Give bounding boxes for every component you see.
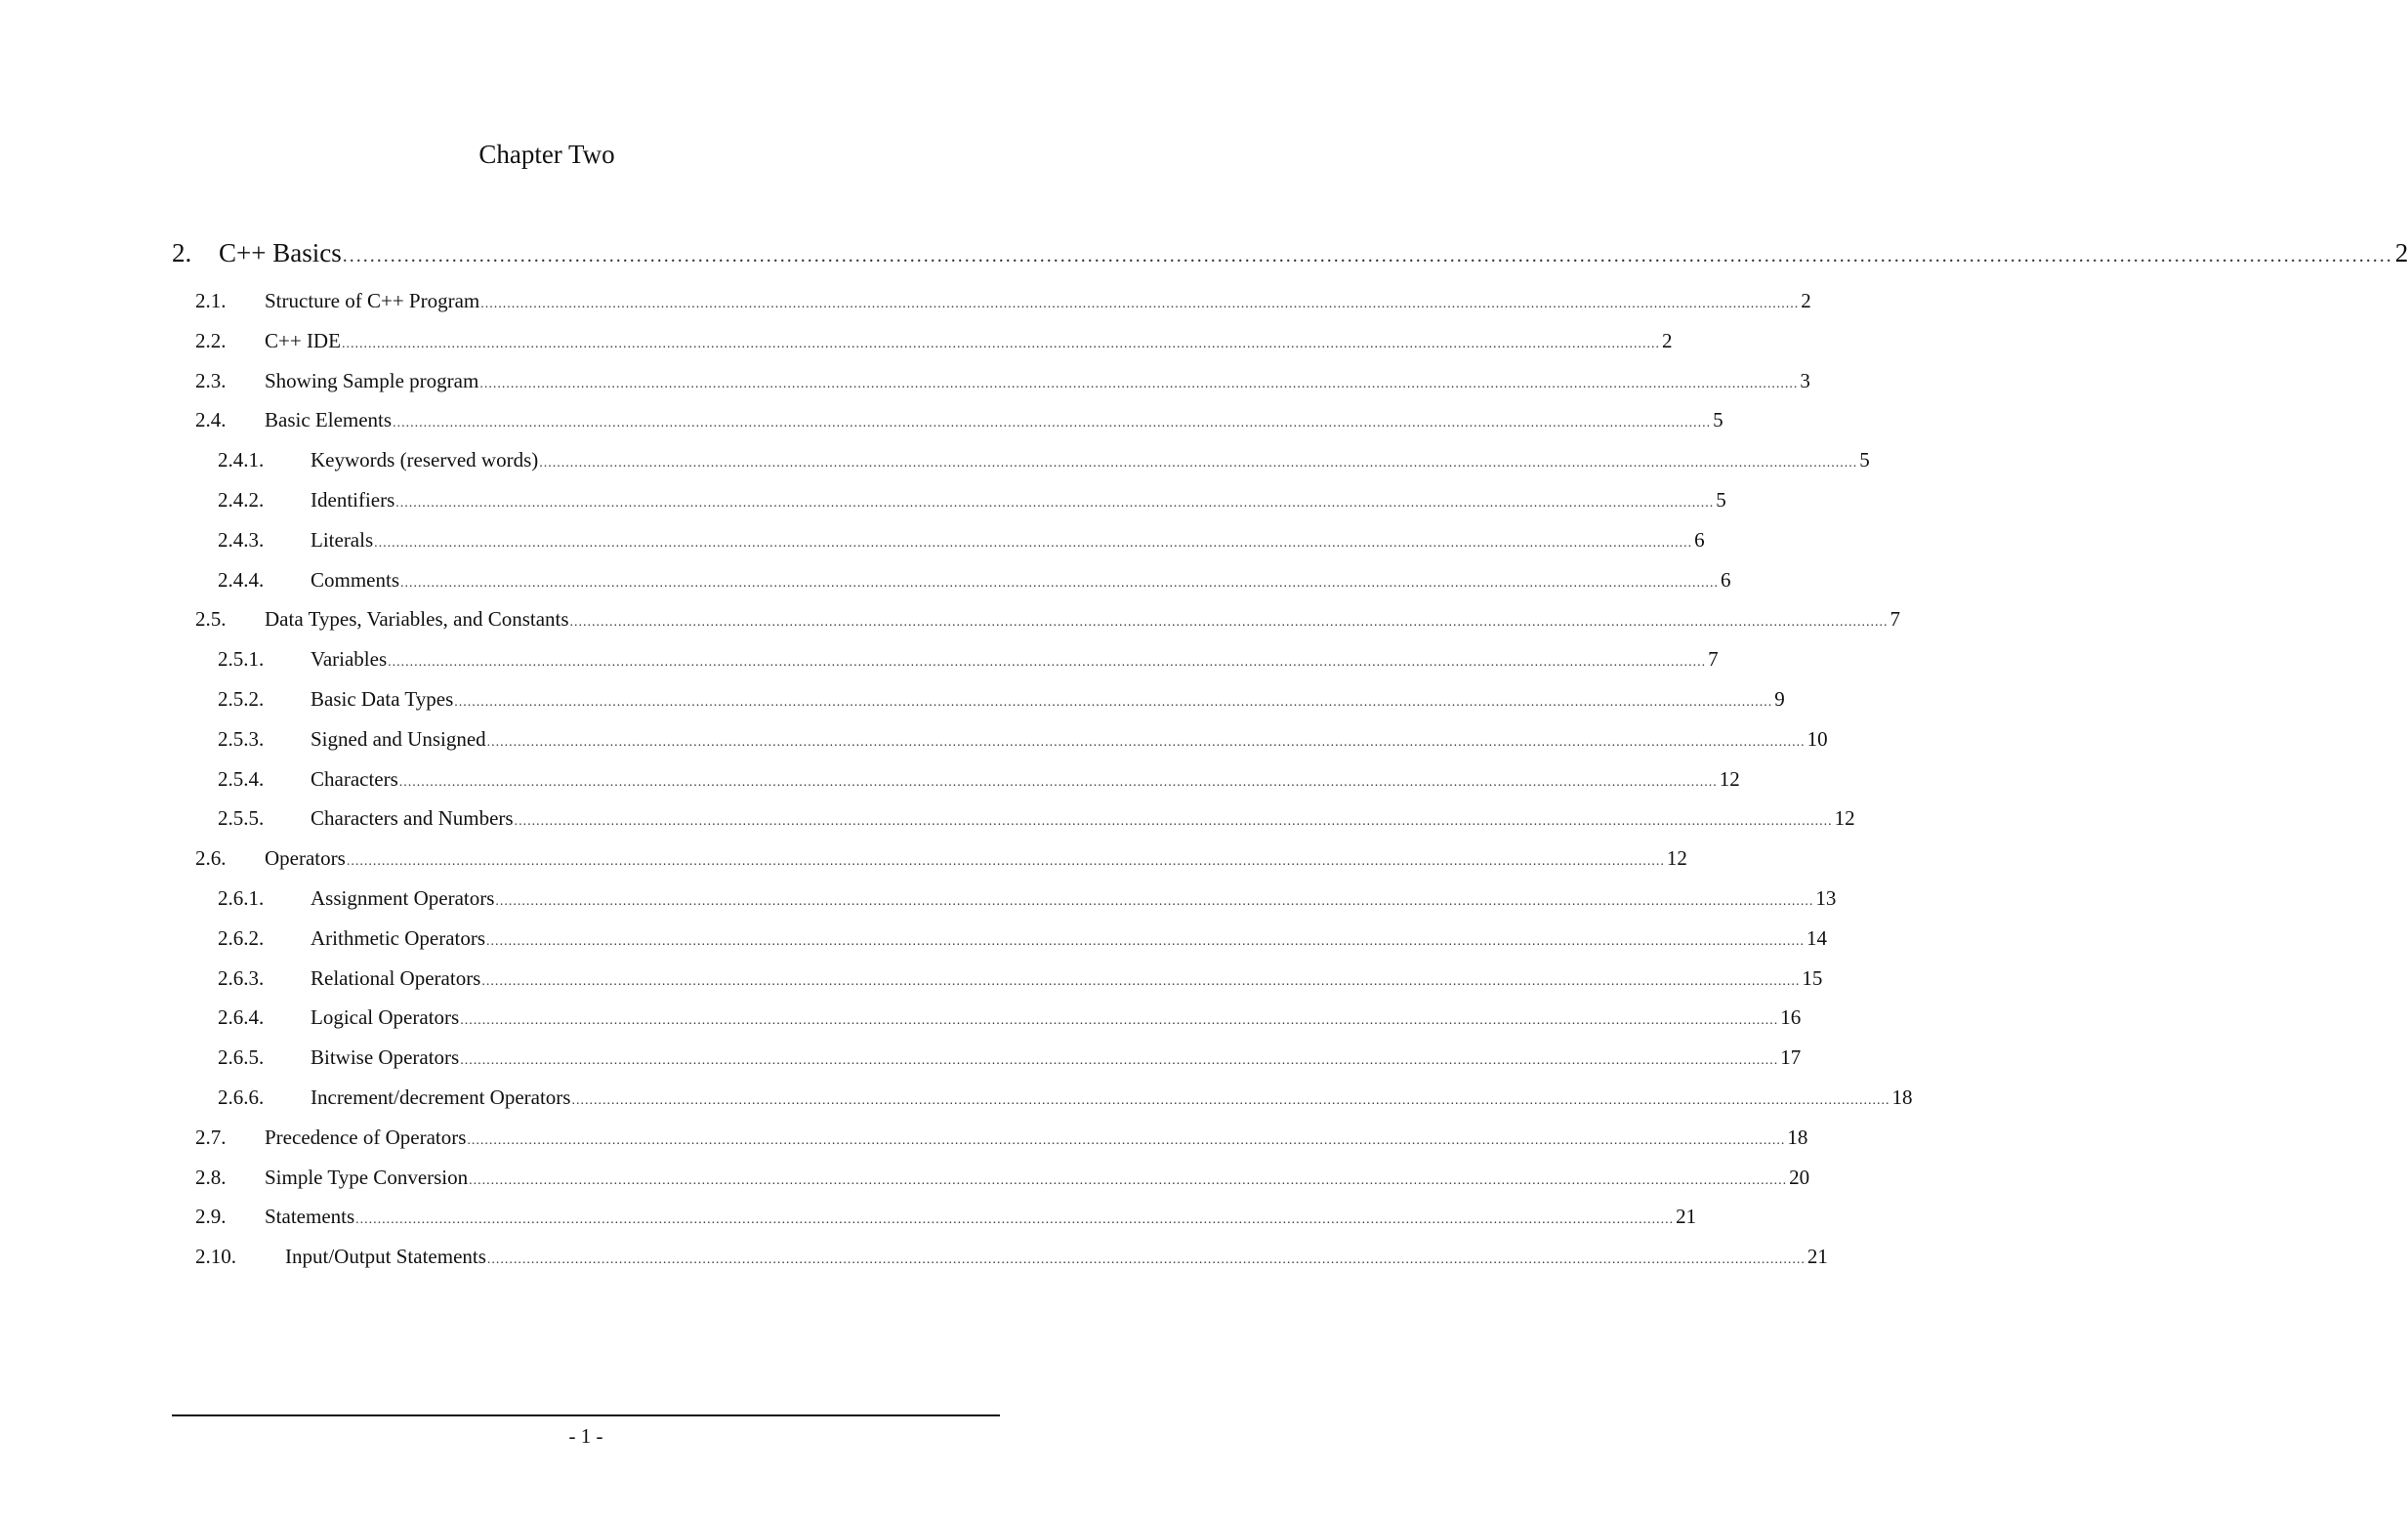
toc-entry[interactable] [218, 725, 1828, 757]
toc-entry[interactable] [218, 804, 1855, 836]
toc-dot-leader: ............................................................................................................................................................................................................................................................................................................ [395, 496, 1715, 511]
toc-dot-leader: ............................................................................................................................................................................................................................................................................................................ [460, 1053, 1779, 1069]
toc-entry-number: 2.5.2. [218, 687, 265, 711]
toc-entry-label: Comments [311, 567, 400, 592]
toc-dot-leader: ............................................................................................................................................................................................................................................................................................................ [374, 535, 1693, 551]
toc-entry-number: 2.5.3. [218, 726, 265, 751]
toc-dot-leader: ............................................................................................................................................................................................................................................................................................................ [571, 1093, 1890, 1108]
toc-dot-leader: ............................................................................................................................................................................................................................................................................................................ [486, 734, 1806, 750]
toc-entry[interactable] [195, 287, 1811, 318]
toc-entry-number: 2.10. [195, 1245, 236, 1269]
toc-entry[interactable] [218, 486, 1726, 517]
toc-entry-label: Increment/decrement Operators [311, 1086, 571, 1109]
toc-dot-leader: ............................................................................................................................................................................................................................................................................................................ [393, 416, 1712, 431]
toc-entry[interactable] [195, 605, 1901, 636]
toc-entry-label: Assignment Operators [311, 886, 495, 910]
toc-dot-leader: ............................................................................................................................................................................................................................................................................................................ [460, 1013, 1779, 1029]
toc-entry-label: Statements [265, 1205, 355, 1229]
toc-entry-page: 12 [1719, 766, 1740, 791]
toc-entry-number: 2.4. [195, 408, 227, 432]
toc-entry-page: 2 [1801, 289, 1811, 312]
toc-entry-label: C++ Basics [219, 238, 342, 267]
toc-entry-page: 18 [1891, 1086, 1913, 1109]
toc-entry-label: Showing Sample program [265, 368, 479, 392]
toc-entry-label: Basic Data Types [311, 687, 454, 711]
footer-divider [172, 1414, 1000, 1416]
toc-entry-label: Operators [265, 846, 346, 871]
toc-entry-page: 10 [1806, 726, 1828, 751]
toc-dot-leader: ............................................................................................................................................................................................................................................................................................................ [346, 854, 1665, 870]
toc-entry-label: Structure of C++ Program [265, 289, 480, 312]
toc-entry-number: 2.4.4. [218, 567, 265, 592]
toc-entry-label: Identifiers [311, 488, 395, 512]
toc-entry[interactable] [195, 1124, 1808, 1155]
toc-entry-label: Variables [311, 647, 388, 672]
toc-entry-page: 18 [1787, 1125, 1808, 1149]
toc-entry-page: 3 [1800, 368, 1810, 392]
toc-entry-label: Keywords (reserved words) [311, 448, 539, 472]
toc-entry-page: 2 [1661, 328, 1673, 352]
page-number: - 1 - [568, 1424, 603, 1448]
toc-entry-label: Basic Elements [265, 408, 393, 432]
toc-entry-page: 14 [1806, 925, 1828, 950]
toc-entry[interactable] [218, 446, 1870, 477]
toc-entry-number: 2.5.4. [218, 766, 265, 791]
toc-entry-page: 20 [1789, 1165, 1810, 1189]
toc-entry[interactable] [218, 765, 1740, 797]
toc-entry-page: 6 [1721, 567, 1731, 592]
toc-dot-leader: ............................................................................................................................................................................................................................................................................................................ [479, 376, 1799, 391]
toc-entry-label: Bitwise Operators [311, 1045, 460, 1070]
toc-entry[interactable] [218, 964, 1823, 996]
toc-dot-leader: ............................................................................................................................................................................................................................................................................................................ [454, 695, 1773, 710]
toc-entry-label: Logical Operators [311, 1005, 460, 1030]
toc-entry-number: 2.6.5. [218, 1045, 265, 1070]
toc-dot-leader: ............................................................................................................................................................................................................................................................................................................ [355, 1212, 1675, 1228]
toc-entry-number: 2.8. [195, 1165, 227, 1189]
page-title: Chapter Two [478, 140, 615, 169]
toc-entry-label: Signed and Unsigned [311, 726, 486, 751]
toc-dot-leader: ............................................................................................................................................................................................................................................................................................................ [342, 245, 2393, 266]
toc-entry-label: C++ IDE [265, 328, 341, 352]
toc-entry-number: 2.6.1. [218, 886, 265, 910]
toc-entry-label: Data Types, Variables, and Constants [265, 607, 569, 632]
toc-entry-page: 21 [1676, 1205, 1697, 1229]
toc-entry-page: 16 [1780, 1005, 1802, 1030]
toc-entry[interactable] [218, 645, 1719, 676]
toc-entry-number: 2.6.3. [218, 965, 265, 990]
toc-entry-number: 2.5.5. [218, 806, 265, 831]
toc-entry-page: 9 [1774, 687, 1785, 711]
toc-entry[interactable] [195, 406, 1723, 437]
toc-dot-leader: ............................................................................................................................................................................................................................................................................................................ [514, 814, 1833, 830]
toc-entry[interactable] [195, 327, 1673, 358]
toc-entry-label: Literals [311, 527, 374, 552]
toc-entry-page: 21 [1806, 1245, 1828, 1269]
toc-entry-label: Characters and Numbers [311, 806, 514, 831]
toc-entry-label: Precedence of Operators [265, 1125, 467, 1149]
toc-entry[interactable] [218, 685, 1785, 717]
toc-dot-leader: ............................................................................................................................................................................................................................................................................................................ [480, 297, 1800, 311]
toc-entry-number: 2. [172, 238, 192, 267]
toc-entry-number: 2.5.1. [218, 647, 265, 672]
toc-entry-label: Arithmetic Operators [311, 925, 486, 950]
toc-entry-number: 2.9. [195, 1205, 227, 1229]
toc-entry-label: Relational Operators [311, 965, 481, 990]
toc-entry[interactable] [218, 566, 1731, 597]
toc-entry-number: 2.4.2. [218, 488, 265, 512]
toc-dot-leader: ............................................................................................................................................................................................................................................................................................................ [486, 1252, 1806, 1268]
toc-entry[interactable] [218, 1084, 1913, 1115]
toc-dot-leader: ............................................................................................................................................................................................................................................................................................................ [486, 933, 1806, 949]
toc-entry-label: Input/Output Statements [285, 1245, 486, 1269]
toc-dot-leader: ............................................................................................................................................................................................................................................................................................................ [400, 575, 1720, 591]
toc-entry[interactable] [195, 1164, 1810, 1195]
toc-entry-number: 2.5. [195, 607, 227, 632]
toc-entry-page: 13 [1815, 886, 1837, 910]
toc-entry-page: 17 [1780, 1045, 1802, 1070]
toc-entry-page: 12 [1834, 806, 1855, 831]
toc-entry-page: 5 [1713, 408, 1723, 432]
toc-entry-page: 7 [1889, 607, 1901, 632]
toc-dot-leader: ............................................................................................................................................................................................................................................................................................................ [398, 774, 1718, 790]
toc-entry-number: 2.3. [195, 368, 227, 392]
toc-entry-number: 2.2. [195, 328, 227, 352]
toc-entry[interactable] [218, 1044, 1802, 1075]
toc-entry-page: 2 [2394, 238, 2408, 267]
toc-entry[interactable] [172, 236, 2408, 272]
toc-entry-number: 2.6.6. [218, 1086, 265, 1109]
toc-entry-page: 6 [1694, 527, 1705, 552]
toc-entry[interactable] [218, 1004, 1802, 1035]
toc-entry[interactable] [218, 526, 1705, 557]
toc-entry[interactable] [218, 884, 1837, 916]
toc-dot-leader: ............................................................................................................................................................................................................................................................................................................ [469, 1172, 1788, 1188]
toc-entry-number: 2.4.3. [218, 527, 265, 552]
toc-entry[interactable] [218, 924, 1828, 956]
toc-entry[interactable] [195, 1203, 1697, 1234]
toc-entry-page: 5 [1859, 448, 1870, 472]
toc-dot-leader: ............................................................................................................................................................................................................................................................................................................ [495, 894, 1814, 909]
toc-entry-page: 15 [1802, 965, 1823, 990]
toc-dot-leader: ............................................................................................................................................................................................................................................................................................................ [539, 456, 1858, 471]
toc-dot-leader: ............................................................................................................................................................................................................................................................................................................ [481, 973, 1801, 989]
toc-entry-label: Characters [311, 766, 398, 791]
toc-entry[interactable] [195, 844, 1687, 876]
toc-entry-number: 2.1. [195, 289, 227, 312]
toc-dot-leader: ............................................................................................................................................................................................................................................................................................................ [467, 1132, 1786, 1148]
toc-dot-leader: ............................................................................................................................................................................................................................................................................................................ [341, 336, 1660, 351]
toc-entry-number: 2.6.4. [218, 1005, 265, 1030]
toc-dot-leader: ............................................................................................................................................................................................................................................................................................................ [388, 655, 1707, 671]
toc-entry[interactable] [195, 367, 1810, 398]
toc-entry-page: 5 [1716, 488, 1726, 512]
toc-entry-number: 2.7. [195, 1125, 227, 1149]
toc-entry-number: 2.6.2. [218, 925, 265, 950]
toc-entry-label: Simple Type Conversion [265, 1165, 469, 1189]
toc-entry-number: 2.6. [195, 846, 227, 871]
toc-entry[interactable] [195, 1243, 1828, 1274]
toc-entry-page: 7 [1708, 647, 1719, 672]
toc-entry-number: 2.4.1. [218, 448, 265, 472]
toc-dot-leader: ............................................................................................................................................................................................................................................................................................................ [569, 615, 1889, 631]
toc-entry-page: 12 [1666, 846, 1687, 871]
